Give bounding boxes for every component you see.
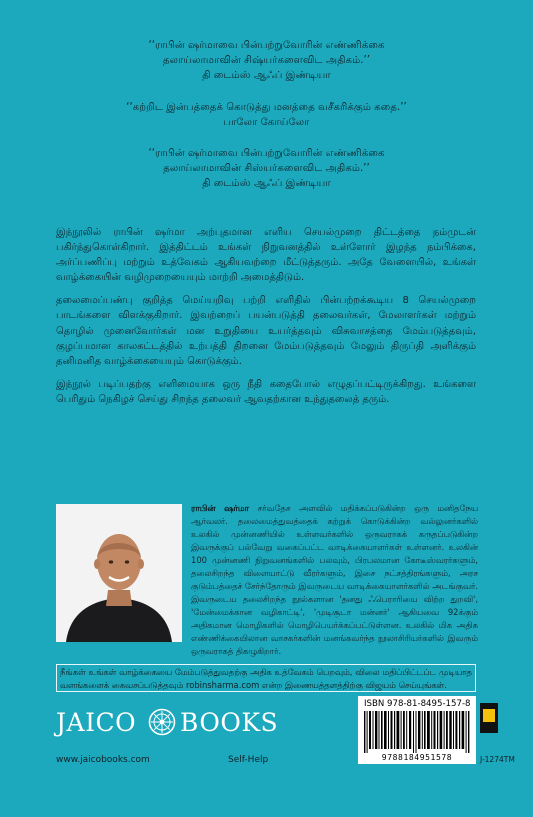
- author-bio-text: சர்வதேச அளவில் மதிக்கப்படுகின்ற ஒரு மனிதநேய ஆர்வலர். தலைமைத்துவத்தைக் கற்றுக் கொடுக்கின்ற வல்லுனர்களில் உலகில் முன்னணியில் உள்ளவர்களில் ஒருவராகக் கருதப்படுகின்ற இவருக்குப் பல்வேறு வகைப்பட்ட வாடிக்கையாளர்கள் உள்ளனர். உலகின் 100 முன்னணி நிறுவனங்களில் பலவும், பிரபலமான கோடீஸ்வரர்களும், தலைசிறந்த விளையாட்டு வீரர்களும், இசை நட்சத்திரங்களும், அரச குடும்பத்தைச் சேர்ந்தோரும் இவருடைய வாடிக்கையாளர்களில் அடங்குவர். இவருடைய தலைசிறந்த நூல்களான 'தனது ஃபெராரியை விற்ற துறவி', 'மேன்மைக்கான வழிகாட்டி', 'முடிசூடா மன்னர்' ஆகியவை 92க்கும் அதிகமான மொழிகளில் மொழிபெயர்க்கப்பட்டுள்ளன. உலகில் மிக அதிக எண்ணிக்கையிலான வாசகர்களின் மனங்கவர்ந்த நூலாசிரியர்களில் இவரும் ஒருவராகத் திகழுகிறார்.: [191, 503, 478, 656]
- catalog-code: J-1274TM: [480, 755, 515, 764]
- publisher-logo: [56, 704, 279, 744]
- genre-label: Self-Help: [228, 755, 269, 765]
- barcode-number: 9788184951578: [381, 753, 453, 762]
- blurb-paragraph-2: தலைமைப்பண்பு குறித்த மெய்யறிவு பற்றி எளிதில் பின்பற்றக்கூடிய 8 செயல்முறை பாடங்களை விளக்குகிறார். இவற்றைப் பயன்படுத்தி தலைவர்கள், மேலாளர்கள் மற்றும் தொழில் முனைவோர்கள் மன உறுதியை உயர்த்தவும் விசுவாசத்தை மேம்படுத்தவும், குழப்பமான காலகட்டத்தில் உற்பத்தி திறனை மேம்படுத்தவும் மேலும் திருப்தி அளிக்கும் தனிமனித வாழ்க்கையையும் கொடுக்கும்.: [56, 295, 476, 367]
- quote-1: [0, 38, 533, 83]
- publisher-name-left: JAICO: [56, 708, 137, 737]
- quote-3-line-2: தலாய்லாமாவின் சிஸ்யர்களைவிட அதிகம்.’’: [163, 163, 370, 174]
- blurb-paragraph-1: இந்நூலில் ராபின் ஷர்மா அற்புதமான எளிய செயல்முறை திட்டத்தை நம்முடன் பகிர்ந்துகொள்கிறார். இத்திட்டம் உங்கள் நிறுவனத்தில் உள்ளோர் இழந்த நம்பிக்கை, அர்ப்பணிப்பு மற்றும் உத்வேகம் ஆகியவற்றை மீட்டுத்தரும். அதே வேளையில், உங்கள் வாழ்க்கையின் வழிமுறையையும் மாற்றி அமைத்திடும்.: [56, 227, 476, 284]
- website-note: நீங்கள் உங்கள் வாழ்க்கையை மேம்படுத்துவதற்கு அதிக உத்வேகம் பெறவும், விலை மதிப்பிட்டப்ட முடியாத வளங்களைக் கைவசப்படுத்தவும் robinsharma.com என்ற இணையத்தளத்திற்கு விஜயம் செய்யுங்கள்.: [56, 664, 476, 692]
- publisher-badge-mark: [483, 709, 495, 722]
- quote-3: [0, 146, 533, 191]
- blurb-paragraph-3: இந்நூல் படிப்பதற்கு எளிமையாக ஒரு நீதி கதைபோல் எழுதப்பட்டிருக்கிறது. உங்களை பெரிதும் நெகிழச் செய்து சிறந்த தலைவர் ஆவதற்கான உந்துதலைத் தரும்.: [56, 378, 476, 405]
- publisher-name-right: BOOKS: [180, 708, 279, 737]
- barcode-icon: [362, 711, 472, 753]
- quote-2-line-1: ‘‘கற்றிட இன்பத்தைக் கொடுத்து மனத்தை வசீகரிக்கும் கதை.’’: [126, 102, 407, 113]
- quote-3-source: தி டைம்ஸ் ஆஃப் இண்டியா: [202, 178, 331, 189]
- author-section: [56, 502, 478, 656]
- author-photo: [56, 504, 182, 642]
- quote-1-line-2: தலாய்லாமாவின் சிஷ்யர்களைவிட அதிகம்.’’: [163, 55, 370, 66]
- quote-1-line-1: ‘‘ராபின் ஷர்மாவை பின்பற்றுவோரின் எண்ணிக்கை: [148, 40, 385, 51]
- quote-1-source: தி டைம்ஸ் ஆஃப் இண்டியா: [202, 70, 331, 81]
- isbn-label: ISBN 978-81-8495-157-8: [364, 699, 471, 709]
- barcode-panel: [358, 696, 476, 764]
- publisher-website: www.jaicobooks.com: [56, 755, 150, 765]
- jaico-emblem-icon: [148, 708, 176, 736]
- quote-3-line-1: ‘‘ராபின் ஷர்மாவை பின்பற்றுவோரின் எண்ணிக்கை: [148, 148, 385, 159]
- publisher-badge-icon: [480, 703, 498, 733]
- author-portrait-icon: [56, 504, 182, 642]
- blurb: [56, 225, 476, 415]
- author-name: ராபின் ஷர்மா: [191, 503, 250, 513]
- quote-2-source: பாலோ கோய்லோ: [223, 117, 310, 128]
- quote-2: [0, 100, 533, 130]
- author-bio: [191, 502, 478, 658]
